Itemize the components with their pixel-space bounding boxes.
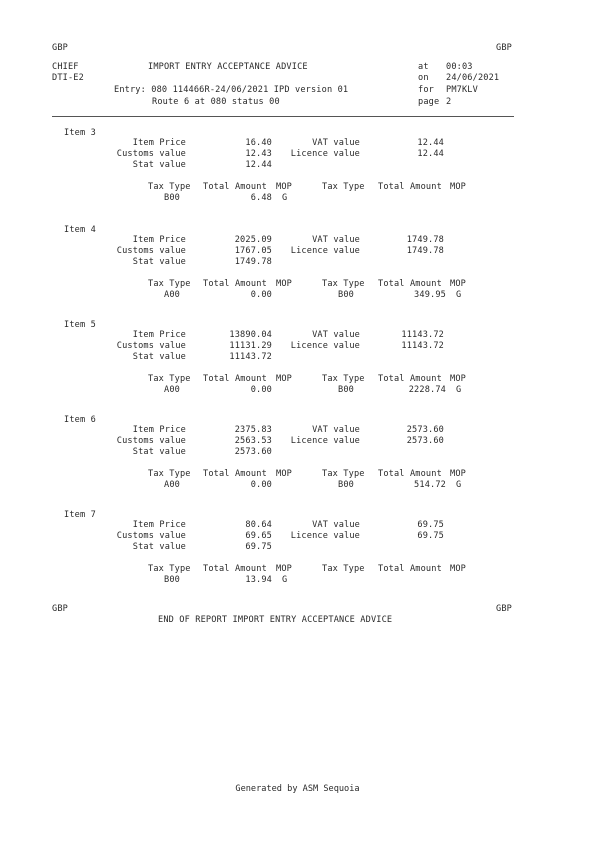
customs-value-amount: 69.65 bbox=[245, 531, 272, 541]
customs-value-amount: 1767.05 bbox=[234, 246, 272, 256]
page-number: 2 bbox=[446, 97, 452, 107]
on-label: on bbox=[418, 73, 429, 83]
licence-value-amount: 69.75 bbox=[417, 531, 444, 541]
item-label: Item 5 bbox=[64, 320, 96, 330]
licence-value-label: Licence value bbox=[290, 149, 360, 159]
customs-value-amount: 12.43 bbox=[245, 149, 272, 159]
mop-header: MOP bbox=[450, 182, 466, 192]
stat-value-label: Stat value bbox=[132, 447, 186, 457]
mop-header: MOP bbox=[450, 279, 466, 289]
item-price-value: 80.64 bbox=[245, 520, 272, 530]
end-currency-right: GBP bbox=[496, 604, 512, 614]
tax-amount-value: 6.48 bbox=[250, 193, 272, 203]
total-amount-header: Total Amount bbox=[378, 279, 442, 289]
tax-type-header: Tax Type bbox=[148, 374, 191, 384]
on-value: 24/06/2021 bbox=[446, 73, 500, 83]
tax-type-header: Tax Type bbox=[322, 279, 365, 289]
currency-right: GBP bbox=[496, 43, 512, 53]
licence-value-label: Licence value bbox=[290, 341, 360, 351]
vat-value-label: VAT value bbox=[312, 520, 360, 530]
end-of-report: END OF REPORT IMPORT ENTRY ACCEPTANCE ADVICE bbox=[158, 615, 393, 625]
total-amount-header: Total Amount bbox=[378, 564, 442, 574]
customs-value-amount: 2563.53 bbox=[234, 436, 272, 446]
customs-value-label: Customs value bbox=[116, 341, 186, 351]
chief-label: CHIEF bbox=[52, 62, 79, 72]
tax-type-header: Tax Type bbox=[148, 182, 191, 192]
mop-value: G bbox=[456, 385, 462, 395]
item-price-value: 13890.04 bbox=[229, 330, 272, 340]
generated-by: Generated by ASM Sequoia bbox=[235, 784, 360, 794]
customs-value-label: Customs value bbox=[116, 436, 186, 446]
dti-code: DTI-E2 bbox=[52, 73, 84, 83]
vat-value-amount: 1749.78 bbox=[406, 235, 444, 245]
tax-type-value: A00 bbox=[164, 480, 180, 490]
item-label: Item 4 bbox=[64, 225, 96, 235]
tax-type-value: B00 bbox=[338, 385, 354, 395]
vat-value-label: VAT value bbox=[312, 425, 360, 435]
currency-left: GBP bbox=[52, 43, 68, 53]
item-label: Item 3 bbox=[64, 128, 96, 138]
vat-value-label: VAT value bbox=[312, 138, 360, 148]
item-price-label: Item Price bbox=[132, 138, 186, 148]
tax-type-header: Tax Type bbox=[148, 469, 191, 479]
tax-amount-value: 2228.74 bbox=[408, 385, 446, 395]
customs-value-label: Customs value bbox=[116, 246, 186, 256]
vat-value-amount: 11143.72 bbox=[401, 330, 444, 340]
total-amount-header: Total Amount bbox=[203, 564, 267, 574]
item-label: Item 6 bbox=[64, 415, 96, 425]
licence-value-amount: 11143.72 bbox=[401, 341, 444, 351]
mop-header: MOP bbox=[276, 279, 292, 289]
item-price-value: 2375.83 bbox=[234, 425, 272, 435]
tax-type-header: Tax Type bbox=[322, 564, 365, 574]
vat-value-amount: 2573.60 bbox=[406, 425, 444, 435]
total-amount-header: Total Amount bbox=[203, 279, 267, 289]
tax-type-value: B00 bbox=[164, 575, 180, 585]
vat-value-label: VAT value bbox=[312, 330, 360, 340]
header-rule bbox=[52, 116, 514, 117]
route-line: Route 6 at 080 status 00 bbox=[152, 97, 280, 107]
licence-value-label: Licence value bbox=[290, 531, 360, 541]
total-amount-header: Total Amount bbox=[203, 182, 267, 192]
entry-line: Entry: 080 114466R-24/06/2021 IPD version 01 bbox=[114, 85, 349, 95]
for-label: for bbox=[418, 85, 434, 95]
total-amount-header: Total Amount bbox=[378, 469, 442, 479]
mop-header: MOP bbox=[276, 374, 292, 384]
licence-value-label: Licence value bbox=[290, 436, 360, 446]
tax-type-header: Tax Type bbox=[322, 182, 365, 192]
vat-value-amount: 12.44 bbox=[417, 138, 444, 148]
stat-value-amount: 69.75 bbox=[245, 542, 272, 552]
tax-amount-value: 0.00 bbox=[250, 290, 272, 300]
stat-value-amount: 12.44 bbox=[245, 160, 272, 170]
mop-value: G bbox=[282, 193, 288, 203]
total-amount-header: Total Amount bbox=[203, 469, 267, 479]
at-value: 00:03 bbox=[446, 62, 473, 72]
stat-value-label: Stat value bbox=[132, 542, 186, 552]
item-price-label: Item Price bbox=[132, 330, 186, 340]
tax-type-header: Tax Type bbox=[322, 374, 365, 384]
end-currency-left: GBP bbox=[52, 604, 68, 614]
mop-header: MOP bbox=[450, 469, 466, 479]
total-amount-header: Total Amount bbox=[203, 374, 267, 384]
tax-type-value: B00 bbox=[338, 480, 354, 490]
tax-amount-value: 0.00 bbox=[250, 385, 272, 395]
stat-value-amount: 2573.60 bbox=[234, 447, 272, 457]
stat-value-label: Stat value bbox=[132, 352, 186, 362]
stat-value-amount: 11143.72 bbox=[229, 352, 272, 362]
mop-header: MOP bbox=[276, 564, 292, 574]
item-price-label: Item Price bbox=[132, 520, 186, 530]
stat-value-label: Stat value bbox=[132, 257, 186, 267]
tax-amount-value: 349.95 bbox=[414, 290, 446, 300]
tax-type-header: Tax Type bbox=[148, 564, 191, 574]
licence-value-amount: 1749.78 bbox=[406, 246, 444, 256]
tax-type-value: B00 bbox=[338, 290, 354, 300]
mop-value: G bbox=[282, 575, 288, 585]
licence-value-label: Licence value bbox=[290, 246, 360, 256]
item-price-label: Item Price bbox=[132, 425, 186, 435]
stat-value-label: Stat value bbox=[132, 160, 186, 170]
item-price-value: 16.40 bbox=[245, 138, 272, 148]
tax-amount-value: 13.94 bbox=[245, 575, 272, 585]
mop-header: MOP bbox=[450, 564, 466, 574]
customs-value-label: Customs value bbox=[116, 531, 186, 541]
tax-amount-value: 514.72 bbox=[414, 480, 446, 490]
total-amount-header: Total Amount bbox=[378, 374, 442, 384]
mop-header: MOP bbox=[276, 469, 292, 479]
report-title: IMPORT ENTRY ACCEPTANCE ADVICE bbox=[148, 62, 308, 72]
tax-amount-value: 0.00 bbox=[250, 480, 272, 490]
for-value: PM7KLV bbox=[446, 85, 478, 95]
at-label: at bbox=[418, 62, 429, 72]
mop-value: G bbox=[456, 290, 462, 300]
customs-value-label: Customs value bbox=[116, 149, 186, 159]
page-label: page bbox=[418, 97, 440, 107]
vat-value-amount: 69.75 bbox=[417, 520, 444, 530]
customs-value-amount: 11131.29 bbox=[229, 341, 272, 351]
tax-type-value: A00 bbox=[164, 385, 180, 395]
licence-value-amount: 2573.60 bbox=[406, 436, 444, 446]
total-amount-header: Total Amount bbox=[378, 182, 442, 192]
tax-type-value: A00 bbox=[164, 290, 180, 300]
stat-value-amount: 1749.78 bbox=[234, 257, 272, 267]
mop-header: MOP bbox=[450, 374, 466, 384]
mop-value: G bbox=[456, 480, 462, 490]
item-label: Item 7 bbox=[64, 510, 96, 520]
item-price-label: Item Price bbox=[132, 235, 186, 245]
item-price-value: 2025.09 bbox=[234, 235, 272, 245]
tax-type-header: Tax Type bbox=[148, 279, 191, 289]
tax-type-value: B00 bbox=[164, 193, 180, 203]
mop-header: MOP bbox=[276, 182, 292, 192]
vat-value-label: VAT value bbox=[312, 235, 360, 245]
tax-type-header: Tax Type bbox=[322, 469, 365, 479]
licence-value-amount: 12.44 bbox=[417, 149, 444, 159]
